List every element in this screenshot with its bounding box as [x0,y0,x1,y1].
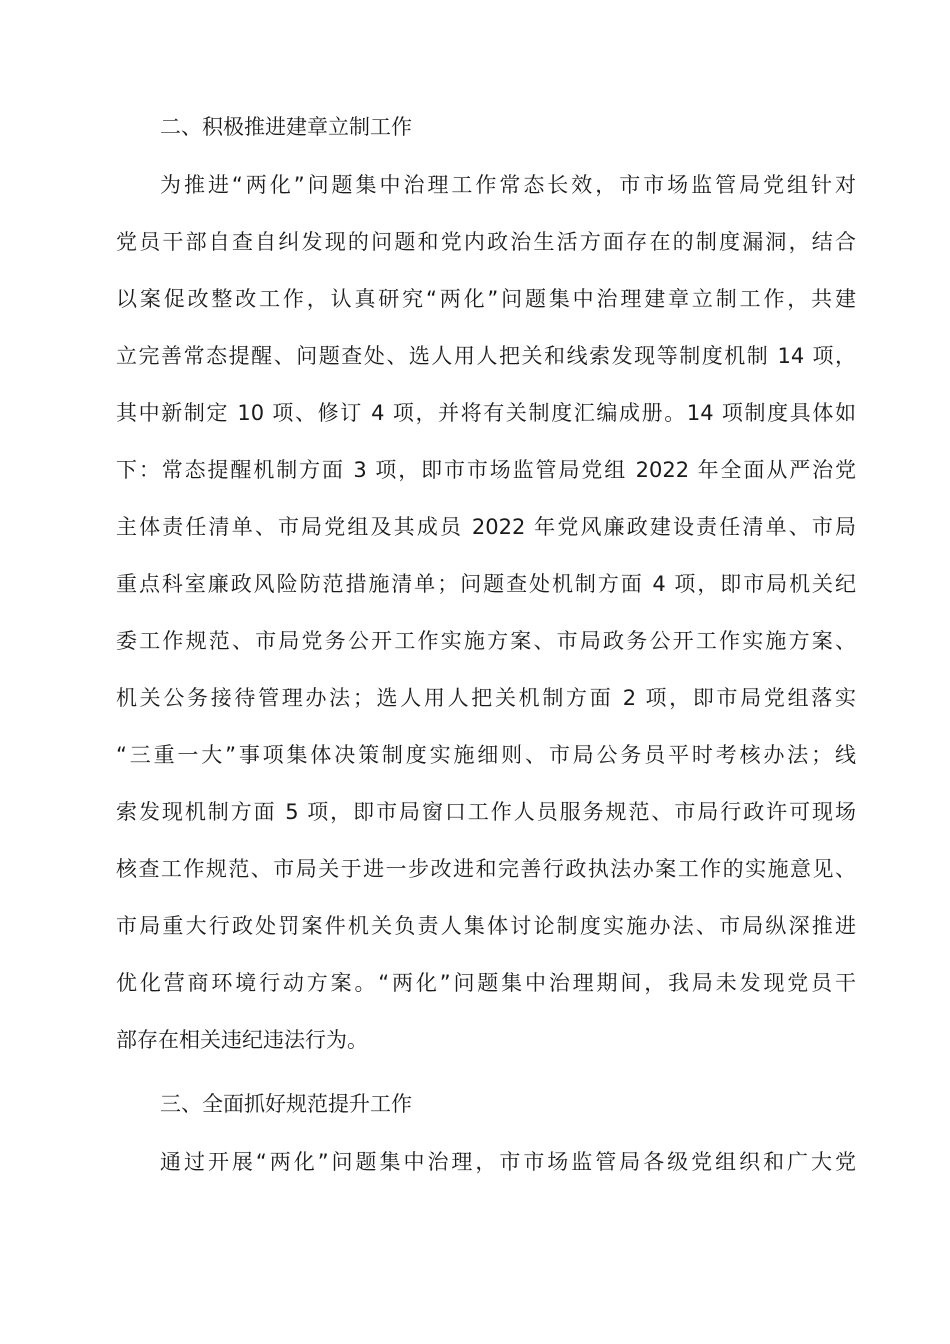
paragraph-line: 以案促改整改工作，认真研究“两化”问题集中治理建章立制工作，共建 [116,287,856,311]
paragraph-line: 索发现机制方面 5 项，即市局窗口工作人员服务规范、市局行政许可现场 [116,800,856,824]
paragraph-line: 其中新制定 10 项、修订 4 项，并将有关制度汇编成册。14 项制度具体如 [116,401,856,425]
paragraph-line: 主体责任清单、市局党组及其成员 2022 年党风廉政建设责任清单、市局 [116,515,856,539]
paragraph-line: 核查工作规范、市局关于进一步改进和完善行政执法办案工作的实施意见、 [116,857,856,881]
paragraph-line: 市局重大行政处罚案件机关负责人集体讨论制度实施办法、市局纵深推进 [116,914,856,938]
paragraph-line: 立完善常态提醒、问题查处、选人用人把关和线索发现等制度机制 14 项， [116,344,856,368]
paragraph-line: 机关公务接待管理办法；选人用人把关机制方面 2 项，即市局党组落实 [116,686,856,710]
paragraph-line: 部存在相关违纪违法行为。 [116,1028,368,1052]
paragraph-line: 优化营商环境行动方案。“两化”问题集中治理期间，我局未发现党员干 [116,971,856,995]
paragraph-line: 为推进“两化”问题集中治理工作常态长效，市市场监管局党组针对 [160,173,856,197]
section-heading-2: 二、积极推进建章立制工作 [160,115,412,139]
paragraph-line: 通过开展“两化”问题集中治理，市市场监管局各级党组织和广大党 [160,1150,856,1174]
paragraph-line: 党员干部自查自纠发现的问题和党内政治生活方面存在的制度漏洞，结合 [116,230,856,254]
paragraph-line: 委工作规范、市局党务公开工作实施方案、市局政务公开工作实施方案、 [116,629,856,653]
paragraph-line: 重点科室廉政风险防范措施清单；问题查处机制方面 4 项，即市局机关纪 [116,572,856,596]
section-heading-3: 三、全面抓好规范提升工作 [160,1092,412,1116]
paragraph-line: “三重一大”事项集体决策制度实施细则、市局公务员平时考核办法；线 [116,743,856,767]
paragraph-line: 下：常态提醒机制方面 3 项，即市市场监管局党组 2022 年全面从严治党 [116,458,856,482]
